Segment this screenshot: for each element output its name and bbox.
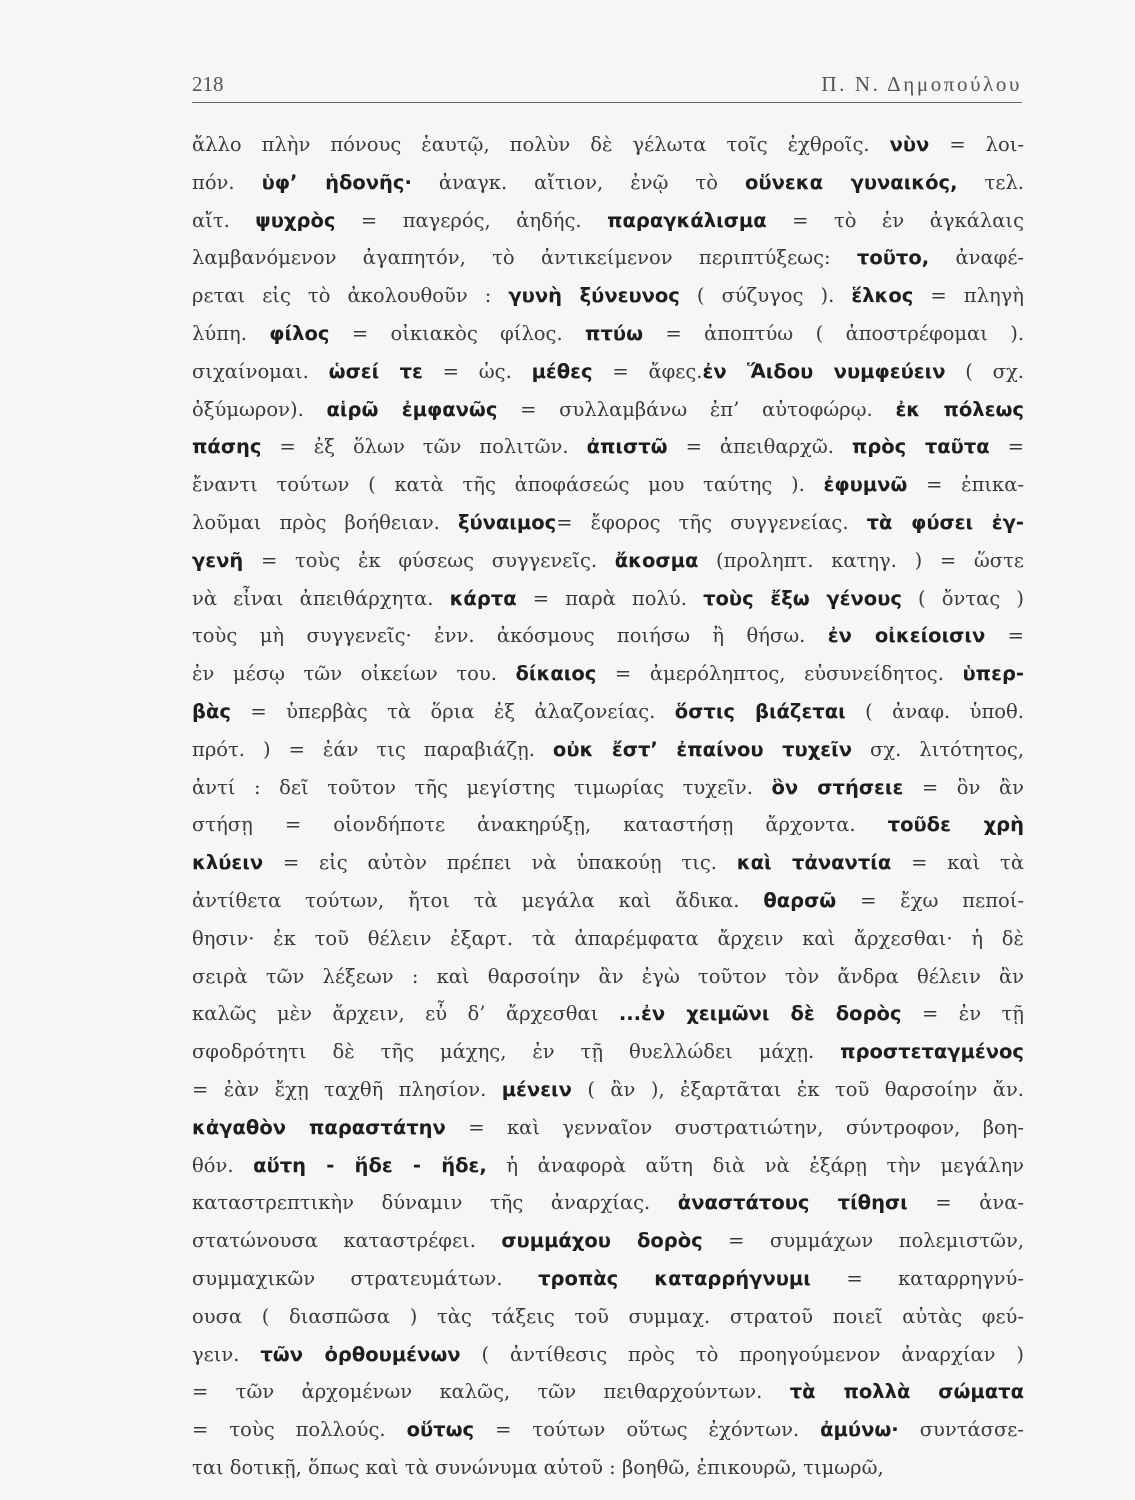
gloss-text: = <box>985 624 1024 648</box>
gloss-text: καταστρεπτικὴν δύναμιν τῆς ἀναρχίας. <box>192 1191 678 1215</box>
gloss-text: = ἀποπτύω ( ἀποστρέφομαι ). <box>643 321 1024 345</box>
lemma-term: ὅστις βιάζεται <box>674 699 846 723</box>
lemma-term: αὕτη - ἥδε - ἥδε, <box>253 1153 487 1177</box>
gloss-text: ἄλλο πλὴν πόνους ἑαυτῷ, πολὺν δὲ γέλωτα τοῖς ἐχθροῖς. <box>192 133 890 156</box>
lemma-term: αἱρῶ ἐμφανῶς <box>326 397 498 421</box>
text-line <box>192 277 1024 315</box>
gloss-text: = ἄφες. <box>592 359 703 383</box>
gloss-text: = καὶ τὰ <box>891 851 1024 875</box>
text-line <box>192 1449 1024 1487</box>
text-line <box>192 542 1024 580</box>
gloss-text: = παγερός, ἀηδής. <box>335 208 608 232</box>
lemma-term: βὰς <box>192 699 231 723</box>
lemma-term: τὰ φύσει ἐγ- <box>866 510 1024 534</box>
lemma-term: μένειν <box>501 1077 572 1101</box>
lemma-term: νὺν <box>889 133 930 156</box>
lemma-term: τροπὰς καταρρήγνυμι <box>538 1266 811 1290</box>
lemma-term: ἐφυμνῶ <box>823 473 908 497</box>
gloss-text: σφοδρότητι δὲ τῆς μάχης, ἐν τῇ θυελλώδει μάχῃ. <box>192 1040 841 1064</box>
gloss-text: = τὸ ἐν ἀγκάλαις <box>766 208 1024 232</box>
gloss-text: = ἐν τῇ <box>901 1002 1024 1026</box>
lemma-term: οὕτως <box>406 1418 475 1442</box>
lemma-term: ὑπερ- <box>962 662 1024 686</box>
text-line <box>192 1071 1024 1109</box>
lemma-term: καὶ τἀναντία <box>736 851 892 875</box>
text-line <box>192 844 1024 882</box>
gloss-text: = ἔχω πεποί- <box>836 888 1024 912</box>
gloss-text: ( ὄντας ) <box>901 586 1024 610</box>
gloss-text: ( σύζυγος ). <box>679 284 852 308</box>
lemma-term: κἀγαθὸν παραστάτην <box>192 1115 446 1139</box>
text-line <box>192 995 1024 1033</box>
text-line <box>192 1298 1024 1336</box>
text-line <box>192 1147 1024 1185</box>
gloss-text: ἀντί : δεῖ τοῦτον τῆς μεγίστης τιμωρίας τυχεῖν. <box>192 775 772 799</box>
text-line <box>192 1109 1024 1147</box>
gloss-text: νὰ εἶναι ἀπειθάρχητα. <box>192 586 450 610</box>
text-line <box>192 1222 1024 1260</box>
text-line <box>192 1184 1024 1222</box>
gloss-text: ρεται εἰς τὸ ἀκολουθοῦν : <box>192 284 509 308</box>
gloss-text: πόν. <box>192 170 262 194</box>
gloss-text: = τούτων οὕτως ἐχόντων. <box>474 1418 821 1442</box>
text-line <box>192 164 1024 202</box>
gloss-text: = καταρρηγνύ- <box>810 1266 1024 1290</box>
gloss-text: ἐν μέσῳ τῶν οἰκείων του. <box>192 662 516 686</box>
lemma-term: ἀμύνω· <box>820 1418 899 1442</box>
text-line <box>192 882 1024 920</box>
gloss-text: ( ἀναφ. ὑποθ. <box>845 699 1024 723</box>
text-line <box>192 202 1024 240</box>
running-head: Π. Ν. Δημοπούλου <box>821 72 1022 96</box>
text-line <box>192 958 1024 996</box>
lemma-term: φίλος <box>269 321 330 345</box>
text-line <box>192 920 1024 958</box>
commentary-text <box>192 126 1024 1487</box>
lemma-term: οὕνεκα γυναικός, <box>745 170 958 194</box>
text-line <box>192 1336 1024 1374</box>
gloss-text: σχ. λιτότητος, <box>852 737 1024 761</box>
gloss-text: = παρὰ πολύ. <box>516 586 704 610</box>
lemma-term: παραγκάλισμα <box>607 208 767 232</box>
lemma-term: οὐκ ἔστ’ ἐπαίνου τυχεῖν <box>552 737 853 761</box>
gloss-text: ἀντίθετα τούτων, ἤτοι τὰ μεγάλα καὶ ἄδικα. <box>192 888 764 912</box>
gloss-text: τοὺς μὴ συγγενεῖς· ἐνν. ἀκόσμους ποιήσω ἢ θήσω. <box>192 624 828 648</box>
gloss-text: = <box>989 435 1024 459</box>
lemma-term: προστεταγμένος <box>840 1040 1024 1064</box>
gloss-text: = τοὺς πολλούς. <box>192 1418 407 1442</box>
text-line <box>192 731 1024 769</box>
text-line <box>192 428 1024 466</box>
gloss-text: = ἀπειθαρχῶ. <box>667 435 852 459</box>
lemma-term: ἄκοσμα <box>614 548 699 572</box>
gloss-text: ὀξύμωρον). <box>192 397 327 421</box>
gloss-text: πρότ. ) = ἐάν τις παραβιάζῃ. <box>192 737 553 761</box>
gloss-text: = ὡς. <box>422 359 532 383</box>
gloss-text: τελ. <box>957 170 1024 194</box>
lemma-term: τοῦτο, <box>856 246 930 270</box>
lemma-term: ἀπιστῶ <box>586 435 668 459</box>
text-line <box>192 1411 1024 1449</box>
lemma-term: πάσης <box>192 435 262 459</box>
text-line <box>192 769 1024 807</box>
lemma-term: τὰ πολλὰ σώματα <box>789 1380 1024 1404</box>
text-line <box>192 655 1024 693</box>
gloss-text: ουσα ( διασπῶσα ) τὰς τάξεις τοῦ συμμαχ. στρατοῦ ποιεῖ αὐτὰς φεύ- <box>192 1304 1024 1328</box>
gloss-text: = καὶ γενναῖον συστρατιώτην, σύντροφον, βοη- <box>445 1115 1024 1139</box>
text-line <box>192 391 1024 429</box>
gloss-text: ( ἂν ), ἐξαρτᾶται ἐκ τοῦ θαρσοίην ἄν. <box>571 1077 1024 1101</box>
gloss-text: = ὃν ἂν <box>903 775 1024 799</box>
lemma-term: ὃν στήσειε <box>771 775 904 799</box>
lemma-term: γυνὴ ξύνευνος <box>508 284 680 308</box>
gloss-text: στατώνουσα καταστρέφει. <box>192 1229 502 1253</box>
gloss-text: = ἀνα- <box>907 1191 1024 1215</box>
lemma-term: ἀναστάτους τίθησι <box>677 1191 908 1215</box>
text-line <box>192 1033 1024 1071</box>
text-line <box>192 239 1024 277</box>
text-line <box>192 617 1024 655</box>
lemma-term: τοῦδε χρὴ <box>887 813 1024 837</box>
gloss-text: γειν. <box>192 1342 261 1366</box>
text-line <box>192 1373 1024 1411</box>
gloss-text: λαμβανόμενον ἀγαπητόν, τὸ ἀντικείμενον περιπτύξεως: <box>192 246 857 270</box>
gloss-text: σειρὰ τῶν λέξεων : καὶ θαρσοίην ἂν ἐγὼ τοῦτον τὸν ἄνδρα θέλειν ἂν <box>192 964 1024 988</box>
gloss-text: = λοι- <box>929 133 1024 156</box>
lemma-term: ἐν Ἅιδου νυμφεύειν <box>702 359 946 383</box>
lemma-term: θαρσῶ <box>763 888 837 912</box>
lemma-term: τοὺς ἔξω γένους <box>703 586 902 610</box>
gloss-text: = ἐπικα- <box>907 473 1024 497</box>
lemma-term: μέθες <box>531 359 593 383</box>
gloss-text: στήσῃ = οἱονδήποτε ἀνακηρύξῃ, καταστήσῃ ἄρχοντα. <box>192 813 888 837</box>
lemma-term: γενῆ <box>192 548 244 572</box>
lemma-term: δίκαιος <box>515 662 597 686</box>
gloss-text: σιχαίνομαι. <box>192 359 329 383</box>
lemma-term: ...ἐν χειμῶνι δὲ δορὸς <box>618 1002 902 1026</box>
lemma-term: ὑφ’ ἡδονῆς· <box>261 170 412 194</box>
text-line <box>192 126 1024 164</box>
gloss-text: (προληπτ. κατηγ. ) = ὥστε <box>698 548 1024 572</box>
page-number: 218 <box>192 72 224 96</box>
gloss-text: = ἀμερόληπτος, εὐσυνείδητος. <box>596 662 963 686</box>
lemma-term: ψυχρὸς <box>255 208 336 232</box>
gloss-text: λοῦμαι πρὸς βοήθειαν. <box>192 510 458 534</box>
text-line <box>192 315 1024 353</box>
lemma-term: πρὸς ταῦτα <box>851 435 990 459</box>
lemma-term: ὡσεί τε <box>328 359 423 383</box>
gloss-text: καλῶς μὲν ἄρχειν, εὖ δ’ ἄρχεσθαι <box>192 1002 619 1026</box>
lemma-term: τῶν ὀρθουμένων <box>260 1342 461 1366</box>
lemma-term: ξύναιμος <box>457 510 557 534</box>
gloss-text: = ἐξ ὅλων τῶν πολιτῶν. <box>261 435 587 459</box>
gloss-text: = συλλαμβάνω ἐπ’ αὐτοφώρῳ. <box>497 397 896 421</box>
gloss-text: = τῶν ἀρχομένων καλῶς, τῶν πειθαρχούντων. <box>192 1380 790 1404</box>
gloss-text: ται δοτικῇ, ὅπως καὶ τὰ συνώνυμα αὐτοῦ : βοηθῶ, ἐπικουρῶ, τιμωρῶ, <box>192 1455 884 1479</box>
gloss-text: = ἐὰν ἔχῃ ταχθῆ πλησίον. <box>192 1077 502 1101</box>
gloss-text: = τοὺς ἐκ φύσεως συγγενεῖς. <box>243 548 615 572</box>
text-line <box>192 693 1024 731</box>
text-line <box>192 466 1024 504</box>
gloss-text: ἔναντι τούτων ( κατὰ τῆς ἀποφάσεώς μου ταύτης ). <box>192 473 824 497</box>
text-line <box>192 806 1024 844</box>
gloss-text: = εἰς αὐτὸν πρέπει νὰ ὑπακούῃ τις. <box>263 851 737 875</box>
text-line <box>192 580 1024 618</box>
lemma-term: ἕλκος <box>851 284 914 308</box>
text-line <box>192 1260 1024 1298</box>
gloss-text: λύπη. <box>192 321 270 345</box>
gloss-text: = πληγὴ <box>913 284 1024 308</box>
gloss-text: θόν. <box>192 1153 254 1177</box>
gloss-text: = ἔφορος τῆς συγγενείας. <box>556 510 867 534</box>
lemma-term: συμμάχου δορὸς <box>501 1229 703 1253</box>
page-header <box>192 66 1022 103</box>
lemma-term: κλύειν <box>192 851 264 875</box>
text-line <box>192 353 1024 391</box>
lemma-term: πτύω <box>585 321 644 345</box>
lemma-term: ἐν οἰκείοισιν <box>827 624 986 648</box>
gloss-text: ἀναφέ- <box>929 246 1024 270</box>
gloss-text: = οἰκιακὸς φίλος. <box>329 321 586 345</box>
gloss-text: αἴτ. <box>192 208 256 232</box>
lemma-term: κάρτα <box>449 586 517 610</box>
gloss-text: ( ἀντίθεσις πρὸς τὸ προηγούμενον ἀναρχίαν ) <box>460 1342 1024 1366</box>
gloss-text: ( σχ. <box>945 359 1024 383</box>
lemma-term: ἐκ πόλεως <box>895 397 1024 421</box>
gloss-text: συντάσσε- <box>898 1418 1024 1442</box>
gloss-text: θησιν· ἐκ τοῦ θέλειν ἐξαρτ. τὰ ἀπαρέμφατα ἄρχειν καὶ ἄρχεσθαι· ἡ δὲ <box>192 926 1024 950</box>
text-line <box>192 504 1024 542</box>
gloss-text: = ὑπερβὰς τὰ ὅρια ἐξ ἀλαζονείας. <box>230 699 675 723</box>
gloss-text: ἀναγκ. αἴτιον, ἐνῷ τὸ <box>411 170 746 194</box>
gloss-text: συμμαχικῶν στρατευμάτων. <box>192 1266 539 1290</box>
gloss-text: ἡ ἀναφορὰ αὕτη διὰ νὰ ἐξάρῃ τὴν μεγάλην <box>486 1153 1024 1177</box>
gloss-text: = συμμάχων πολεμιστῶν, <box>702 1229 1024 1253</box>
